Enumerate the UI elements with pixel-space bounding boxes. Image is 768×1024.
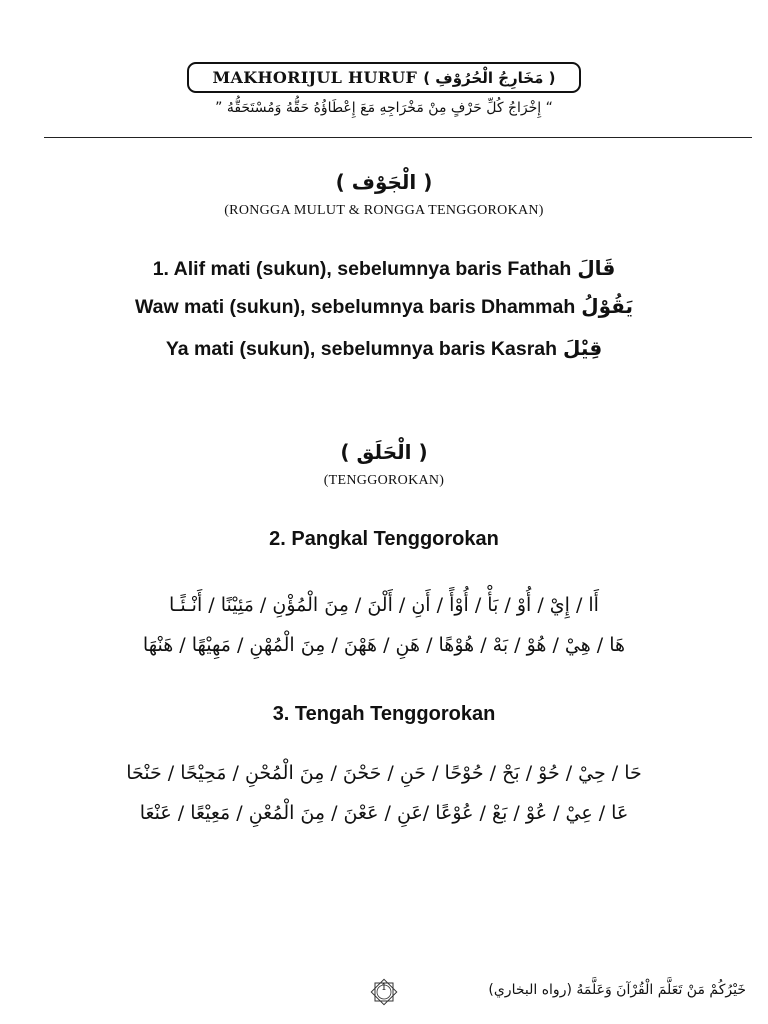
jauf-heading: ( الْجَوْف ): [335, 170, 433, 194]
jauf-line-2-example: يَقُوْلُ: [581, 294, 634, 318]
halq-subtitle: (TENGGOROKAN): [323, 473, 445, 488]
header-divider: [44, 137, 752, 138]
jauf-line-2: [0, 294, 768, 319]
jauf-line-3-text: Ya mati (sukun), sebelumnya baris Kasrah: [165, 338, 558, 360]
section-3-row-2: عَا / عِيْ / عُوْ / بَعْ / عُوْعًا /عَنِ / عَعْنَ / مِنَ الْمُعْنِ / مَعِيْعًا / عَنْعَا: [139, 802, 629, 824]
jauf-line-2-text: Waw mati (sukun), sebelumnya baris Dhammah: [134, 296, 576, 318]
section-2-row-1: أَا / إِيْ / أُوْ / بَأْ / أُوْأً / أَنِ / أَلْنَ / مِنَ الْمُؤْنِ / مَئِيْنًا / أَنْـئًـا: [169, 594, 599, 616]
section-2-row-2: هَا / هِيْ / هُوْ / بَهْ / هُوْهًا / هَنِ / هَهْنَ / مِنَ الْمُهْنِ / مَهِيْهًا / هَنْهَا: [142, 634, 626, 656]
section-3-row-1: حَا / حِيْ / حُوْ / بَحْ / حُوْحًا / حَنِ / حَحْنَ / مِنَ الْمُحْنِ / مَحِيْحًا / حَنْحَا: [126, 762, 642, 784]
title-latin: MAKHORIJUL HURUF: [212, 68, 418, 87]
jauf-line-1-example: قَالَ: [577, 256, 616, 280]
title-box: [187, 62, 581, 93]
definition-quote: “ إِخْرَاجُ كُلِّ حَرْفٍ مِنْ مَخْرَاجِهِ مَعَ إِعْطَاؤُهُ حَقُّهُ وَمُسْتَحَقُّهُ ”: [215, 100, 553, 116]
jauf-line-3: [0, 336, 768, 361]
jauf-line-3-example: قِيْلَ: [563, 336, 603, 360]
jauf-subtitle: (RONGGA MULUT & RONGGA TENGGOROKAN): [224, 203, 544, 218]
section-2-heading: 2. Pangkal Tenggorokan: [269, 528, 499, 550]
page-number: 1: [381, 983, 387, 993]
title-arabic: ( مَخَارِجُ الْحُرُوْفِ ): [423, 68, 556, 87]
jauf-line-1: [0, 256, 768, 281]
jauf-line-1-text: 1. Alif mati (sukun), sebelumnya baris Fathah: [152, 258, 572, 280]
halq-heading: ( الْحَلَق ): [340, 440, 428, 464]
section-3-heading: 3. Tengah Tenggorokan: [272, 703, 496, 725]
footer-hadith: خَيْرُكُمْ مَنْ تَعَلَّمَ الْقُرْآنَ وَعَلَّمَهُ (رواه البخاري): [488, 982, 746, 998]
